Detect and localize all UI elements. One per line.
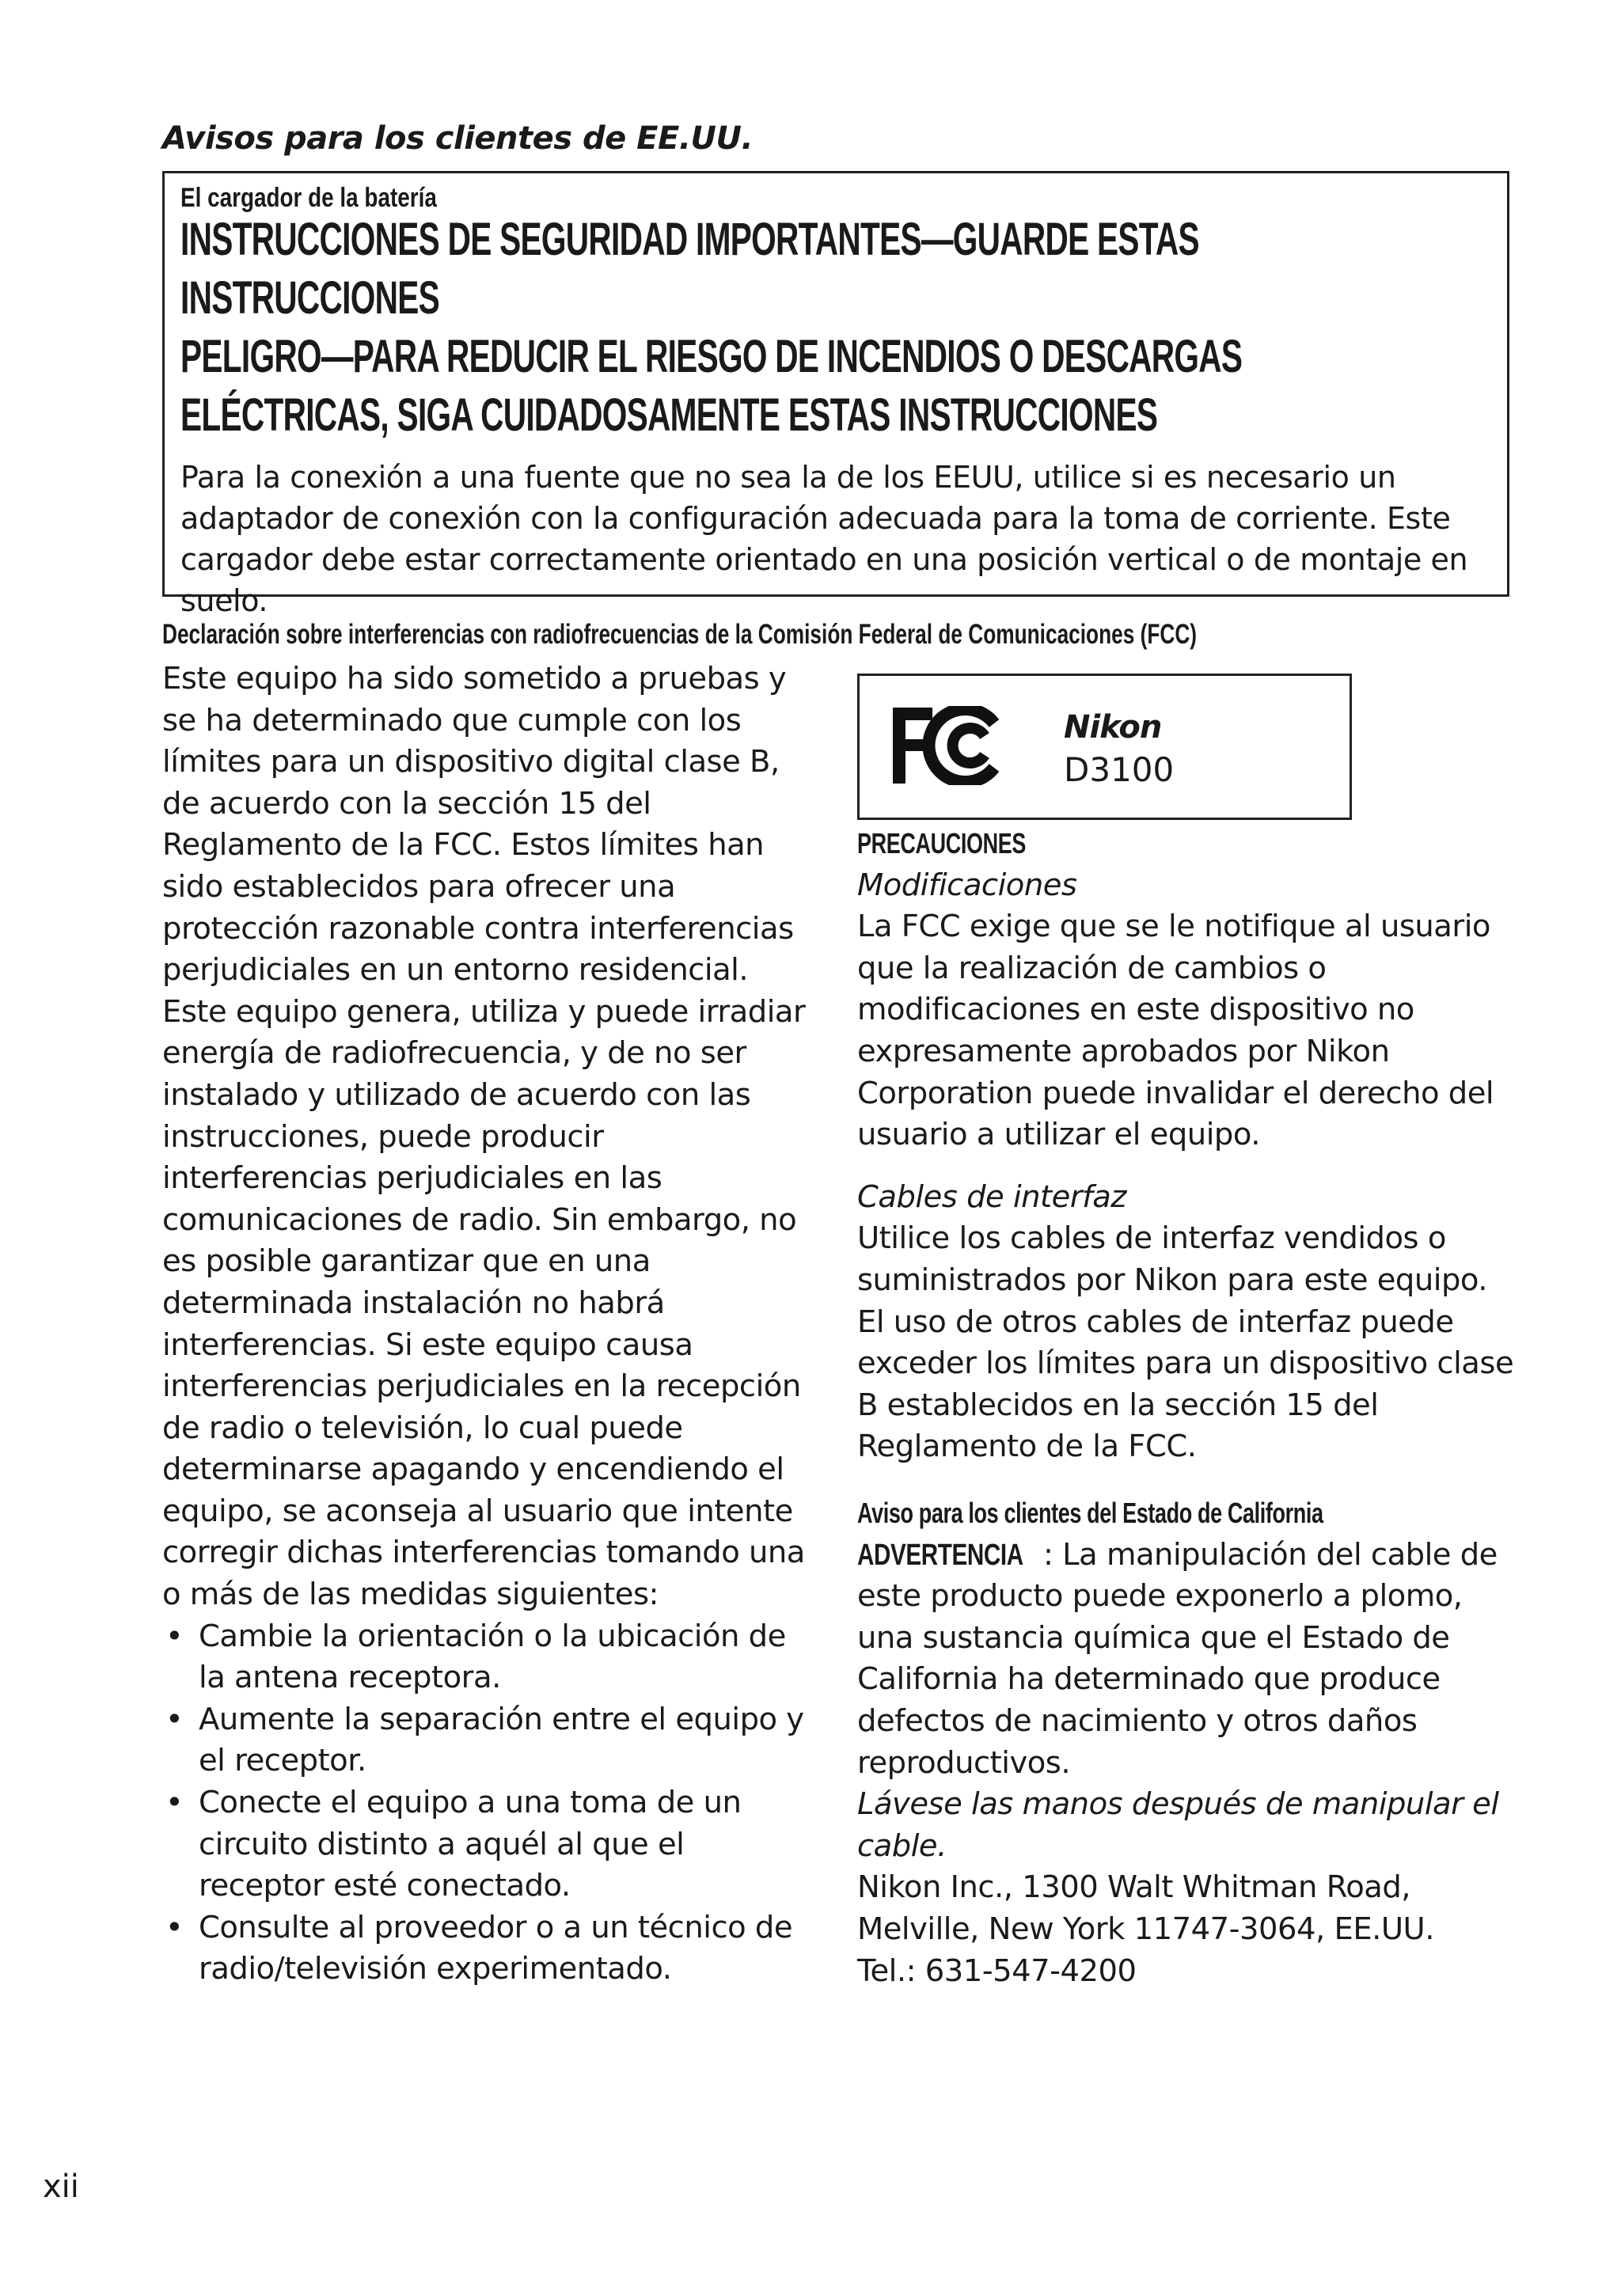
- modifications-title: Modificaciones: [857, 867, 1077, 903]
- warning-label: ADVERTENCIA: [857, 1538, 1023, 1572]
- fcc-compliance-label-box: [857, 674, 1352, 820]
- bullet-icon: •: [165, 1909, 184, 1945]
- battery-charger-safety-box: [162, 171, 1509, 618]
- california-notice-section: [857, 1493, 1522, 1992]
- list-item: • Consulte al proveedor o a un técnico de radio/televisión experimentado.: [162, 1907, 811, 1990]
- fcc-measures-list: [162, 1616, 811, 1990]
- fcc-statement-body: Este equipo ha sido sometido a pruebas y se ha determinado que cumple con los límites para un dispositivo digital clase B, de acuerdo con la sección 15 del Reglamento de la FCC. Estos límites han sido establecidos para ofrecer una protección razonable contra interferencias perjudiciales en un entorno residencial. Este equipo genera, utiliza y puede irradiar energía de radiofrecuencia, y de no ser instalado y utilizado de acuerdo con las instrucciones, puede producir interferencias perjudiciales en las comunicaciones de radio. Sin embargo, no es posible garantizar que en una determinada instalación no habrá interferencias. Si este equipo causa interferencias perjudiciales en la recepción de radio o televisión, lo cual puede determinarse apagando y encendiendo el equipo, se aconseja al usuario que intente corregir dichas interferencias tomando una o más de las medidas siguientes:: [162, 661, 806, 1613]
- california-heading: Aviso para los clientes del Estado de California: [857, 1497, 1323, 1529]
- precautions-section: [857, 823, 1522, 1468]
- page-number: xii: [43, 2169, 79, 2205]
- nikon-address: Nikon Inc., 1300 Walt Whitman Road, Melville, New York 11747-3064, EE.UU.: [857, 1869, 1434, 1947]
- california-warning: ADVERTENCIA : La manipulación del cable de este producto puede exponerlo a plomo, una sustancia química que el Estado de California ha determinado que produce defectos de nacimiento y otros daños reproductivos.: [857, 1535, 1522, 1785]
- bullet-icon: •: [165, 1618, 184, 1654]
- safety-heading-line-2: INSTRUCCIONES: [180, 272, 440, 324]
- wash-hands-note: Lávese las manos después de manipular el cable.: [857, 1786, 1499, 1864]
- model-name: D3100: [1064, 750, 1175, 789]
- interface-cables-title: Cables de interfaz: [857, 1178, 1127, 1215]
- nikon-logo: Nikon: [1064, 709, 1162, 746]
- safety-heading-line-1: INSTRUCCIONES DE SEGURIDAD IMPORTANTES—GUARDE ESTAS: [180, 214, 1199, 265]
- bullet-icon: •: [165, 1701, 184, 1737]
- danger-heading-line-2: ELÉCTRICAS, SIGA CUIDADOSAMENTE ESTAS INSTRUCCIONES: [180, 389, 1158, 441]
- box-subtitle: El cargador de la batería: [180, 183, 437, 213]
- modifications-body: La FCC exige que se le notifique al usuario que la realización de cambios o modificaciones en este dispositivo no expresamente aprobados por Nikon Corporation puede invalidar el derecho del usuario a utilizar el equipo.: [857, 909, 1494, 1153]
- interface-cables-body: Utilice los cables de interfaz vendidos o suministrados por Nikon para este equipo. El uso de otros cables de interfaz puede exceder los límites para un dispositivo clase B establecidos en la sección 15 del Reglamento de la FCC.: [857, 1220, 1514, 1465]
- fcc-logo-icon: [893, 706, 1004, 785]
- box-body-text: Para la conexión a una fuente que no sea la de los EEUU, utilice si es necesario un adaptador de conexión con la configuración adecuada para la toma de corriente. Este cargador debe estar correctamente orientado en una posición vertical o de montaje en suelo.: [180, 460, 1468, 618]
- fcc-statement-column: [162, 658, 811, 1990]
- fcc-statement-heading: Declaración sobre interferencias con radiofrecuencias de la Comisión Federal de Comunicaciones (FCC): [162, 619, 1198, 650]
- danger-heading-line-1: PELIGRO—PARA REDUCIR EL RIESGO DE INCENDIOS O DESCARGAS: [180, 331, 1243, 382]
- us-customers-notice-title: Avisos para los clientes de EE.UU.: [162, 120, 754, 157]
- list-item: • Conecte el equipo a una toma de un circuito distinto a aquél al que el receptor esté conectado.: [162, 1782, 811, 1907]
- nikon-phone: Tel.: 631-547-4200: [857, 1953, 1137, 1989]
- precautions-heading: PRECAUCIONES: [857, 827, 1027, 860]
- bullet-icon: •: [165, 1785, 184, 1821]
- list-item: • Aumente la separación entre el equipo y el receptor.: [162, 1699, 811, 1782]
- list-item: • Cambie la orientación o la ubicación de la antena receptora.: [162, 1616, 811, 1699]
